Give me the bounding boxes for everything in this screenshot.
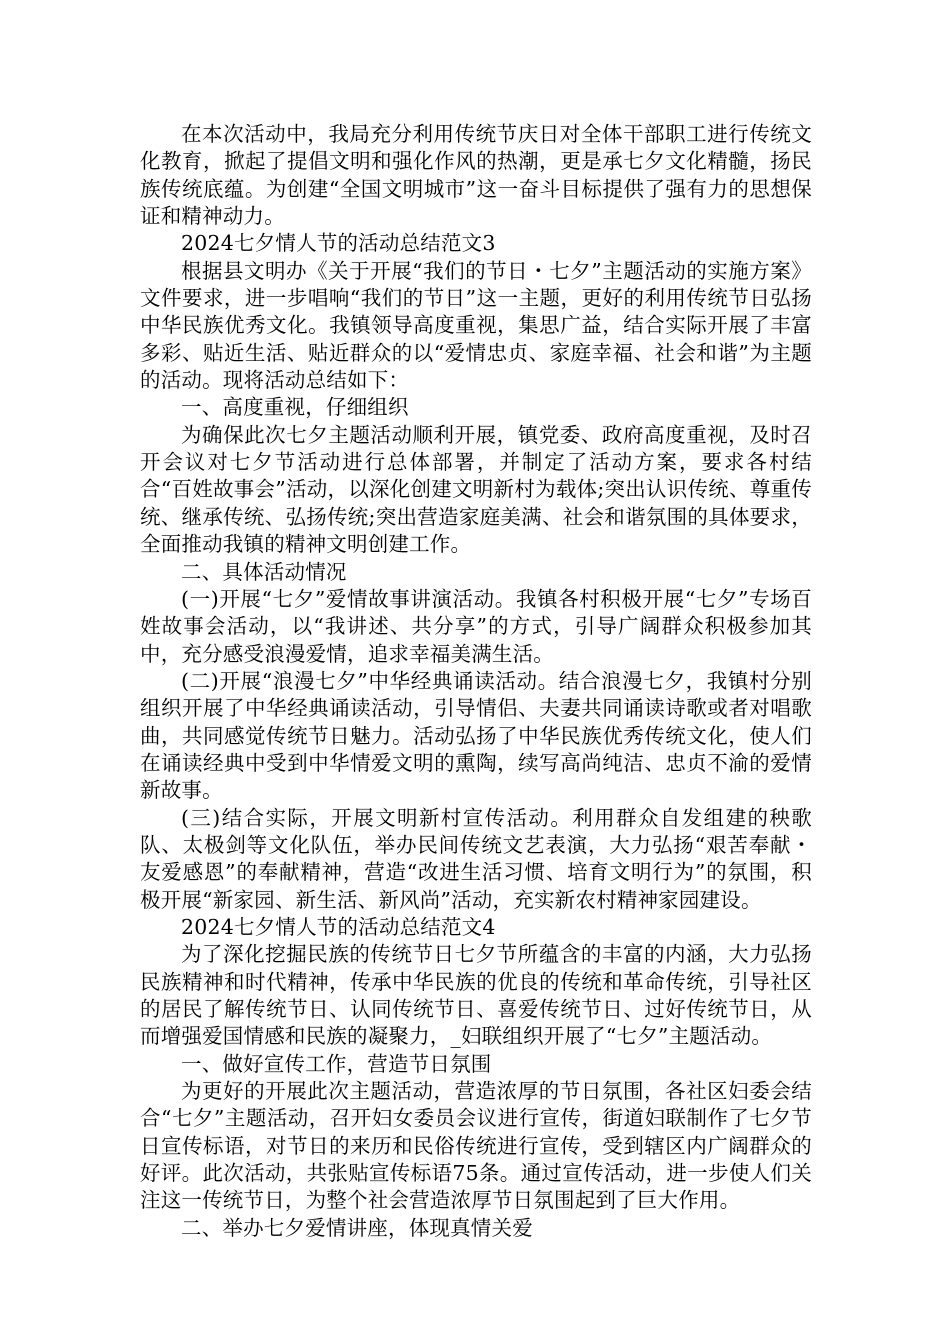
section-heading: 2024七夕情人节的活动总结范文3 — [181, 231, 496, 256]
document-body — [140, 121, 812, 1242]
paragraph: (二)开展“浪漫七夕”中华经典诵读活动。结合浪漫七夕，我镇村分别组织开展了中华经典诵读活动，引导情侣、夫妻共同诵读诗歌或者对唱歌曲，共同感觉传统节日魅力。活动弘扬了中华民族优秀传统文化，使人们在诵读经典中受到中华情爱文明的熏陶，续写高尚纯洁、忠贞不渝的爱情新故事。 — [140, 668, 812, 803]
paragraph: 为更好的开展此次主题活动，营造浓厚的节日氛围，各社区妇委会结合“七夕”主题活动，召开妇女委员会议进行宣传，街道妇联制作了七夕节日宣传标语，对节日的来历和民俗传统进行宣传，受到辖区内广阔群众的好评。此次活动，共张贴宣传标语75条。通过宣传活动，进一步使人们关注这一传统节日，为整个社会营造浓厚节日氛围起到了巨大作用。 — [140, 1079, 812, 1213]
paragraph: 根据县文明办《关于开展“我们的节日・七夕”主题活动的实施方案》文件要求，进一步唱响“我们的节日”这一主题，更好的利用传统节日弘扬中华民族优秀文化。我镇领导高度重视，集思广益，结合实际开展了丰富多彩、贴近生活、贴近群众的以“爱情忠贞、家庭幸福、社会和谐”为主题的活动。现将活动总结如下： — [140, 258, 812, 393]
paragraph: 在本次活动中，我局充分利用传统节庆日对全体干部职工进行传统文化教育，掀起了提倡文明和强化作风的热潮，更是承七夕文化精髓，扬民族传统底蕴。为创建“全国文明城市”这一奋斗目标提供了强有力的思想保证和精神动力。 — [140, 122, 812, 229]
section-heading: 一、做好宣传工作，营造节日氛围 — [181, 1051, 492, 1076]
paragraph: 为了深化挖掘民族的传统节日七夕节所蕴含的丰富的内涵，大力弘扬民族精神和时代精神，传承中华民族的优良的传统和革命传统，引导社区的居民了解传统节日、认同传统节日、喜爱传统节日、过好传统节日，从而增强爱国情感和民族的凝聚力，_妇联组织开展了“七夕”主题活动。 — [140, 942, 812, 1049]
section-heading: 二、举办七夕爱情讲座，体现真情关爱 — [181, 1215, 533, 1240]
paragraph: (一)开展“七夕”爱情故事讲演活动。我镇各村积极开展“七夕”专场百姓故事会活动，以“我讲述、共分享”的方式，引导广阔群众积极参加其中，充分感受浪漫爱情，追求幸福美满生活。 — [140, 586, 812, 666]
section-heading: 二、具体活动情况 — [181, 559, 347, 584]
paragraph: (三)结合实际，开展文明新村宣传活动。利用群众自发组建的秧歌队、太极剑等文化队伍，举办民间传统文艺表演，大力弘扬“艰苦奉献・友爱感恩”的奉献精神，营造“改进生活习惯、培育文明行为”的氛围，积极开展“新家园、新生活、新风尚”活动，充实新农村精神家园建设。 — [140, 805, 812, 912]
paragraph: 为确保此次七夕主题活动顺利开展，镇党委、政府高度重视，及时召开会议对七夕节活动进行总体部署，并制定了活动方案，要求各村结合“百姓故事会”活动，以深化创建文明新村为载体;突出认识传统、尊重传统、继承传统、弘扬传统;突出营造家庭美满、社会和谐氛围的具体要求，全面推动我镇的精神文明创建工作。 — [140, 422, 812, 557]
section-heading: 2024七夕情人节的活动总结范文4 — [181, 914, 496, 939]
section-heading: 一、高度重视，仔细组织 — [181, 395, 409, 420]
